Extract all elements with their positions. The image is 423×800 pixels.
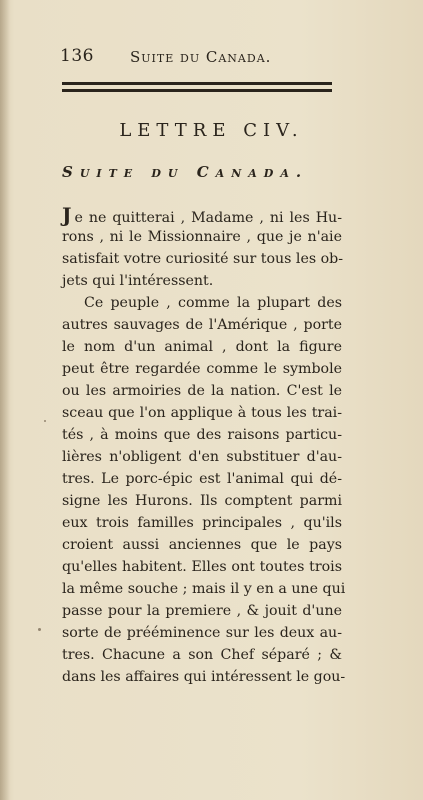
- text-line: rons , ni le Missionnaire , que je n'aie: [62, 229, 342, 245]
- text-line: lières n'obligent d'en substituer d'au-: [62, 449, 342, 465]
- text-line: autres sauvages de l'Amérique , porte: [62, 317, 342, 333]
- running-head-title: Suite du Canada.: [130, 48, 272, 66]
- text-line: le nom d'un animal , dont la figure: [62, 339, 342, 355]
- text-line: sorte de prééminence sur les deux au-: [62, 625, 342, 641]
- text-line: qu'elles habitent. Elles ont toutes trois: [62, 559, 342, 575]
- paper-speck: [38, 628, 41, 631]
- text-line: eux trois familles principales , qu'ils: [62, 515, 342, 531]
- text-line: peut être regardée comme le symbole: [62, 361, 342, 377]
- text-line: croient aussi anciennes que le pays: [62, 537, 342, 553]
- text-line: signe les Hurons. Ils comptent parmi: [62, 493, 342, 509]
- body-text: [62, 203, 346, 688]
- text-line: sceau que l'on applique à tous les trai-: [62, 405, 342, 421]
- text-line: tres. Chacune a son Chef séparé ; &: [62, 647, 342, 663]
- text-line: ou les armoiries de la nation. C'est le: [62, 383, 342, 399]
- text-line: satisfait votre curiosité sur tous les ob-: [62, 251, 344, 267]
- text-line: Ce peuple , comme la plupart des: [84, 295, 342, 311]
- text-line: tés , à moins que des raisons particu-: [62, 427, 342, 443]
- double-rule-divider: [62, 82, 332, 92]
- letter-title: LETTRE CIV.: [119, 120, 304, 141]
- text-line: la même souche ; mais il y en a une qui: [62, 581, 346, 597]
- paper-speck: [44, 420, 46, 422]
- text-line: tres. Le porc-épic est l'animal qui dé-: [62, 471, 342, 487]
- text-line: dans les affaires qui intéressent le gou-: [62, 669, 346, 685]
- text-line: passe pour la premiere , & jouit d'une: [62, 603, 342, 619]
- drop-cap: J: [62, 203, 72, 227]
- running-head: [60, 46, 330, 68]
- page-number: 136: [60, 46, 94, 66]
- text-line: J e ne quitterai , Madame , ni les Hu-: [62, 203, 342, 227]
- section-title: Suite du Canada.: [62, 163, 309, 181]
- text-line: jets qui l'intéressent.: [62, 273, 214, 289]
